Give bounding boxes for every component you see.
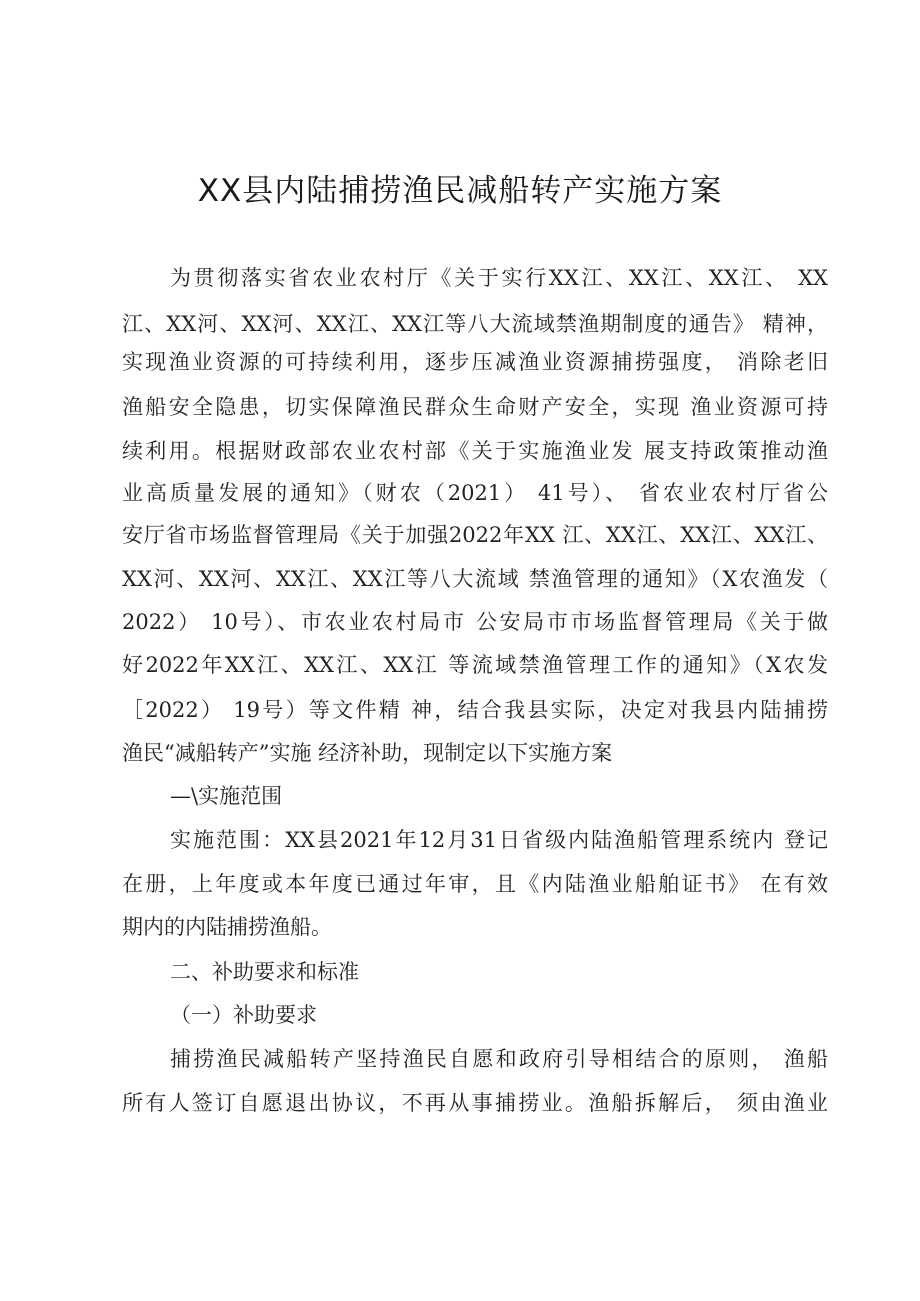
paragraph-line: 渔民“减船转产”实施 经济补助，现制定以下实施方案 bbox=[122, 741, 613, 765]
document-title: XX县内陆捕捞渔民减船转产实施方案 bbox=[197, 173, 723, 209]
section-heading: —\实施范围 bbox=[170, 784, 283, 808]
paragraph-line: 实现渔业资源的可持续利用，逐步压减渔业资源捕捞强度， 消除老旧 bbox=[122, 350, 828, 374]
paragraph-line: ［2022） 19号）等文件精 神，结合我县实际，决定对我县内陆捕捞 bbox=[122, 698, 828, 722]
paragraph-line: 为贯彻落实省农业农村厅《关于实行XX江、XX江、XX江、 XX bbox=[170, 266, 828, 290]
paragraph-line: 期内的内陆捕捞渔船。 bbox=[122, 915, 332, 939]
section-heading: 二、补助要求和标准 bbox=[170, 960, 359, 984]
paragraph-line: XX河、XX河、XX江、XX江等八大流域 禁渔管理的通知》（X农渔发（ bbox=[122, 567, 828, 591]
paragraph-line: 2022） 10号）、市农业农村局市 公安局市市场监督管理局《关于做 bbox=[122, 610, 828, 634]
paragraph-line: 安厅省市场监督管理局《关于加强2022年XX 江、XX江、XX江、XX江、 bbox=[122, 523, 828, 547]
paragraph-line: 实施范围：XX县2021年12月31日省级内陆渔船管理系统内 登记 bbox=[170, 828, 828, 852]
subsection-heading: （一）补助要求 bbox=[170, 1003, 317, 1027]
paragraph-line: 渔船安全隐患，切实保障渔民群众生命财产安全，实现 渔业资源可持 bbox=[122, 395, 828, 419]
paragraph-line: 好2022年XX江、XX江、XX江 等流域禁渔管理工作的通知》（X农发 bbox=[122, 653, 828, 677]
paragraph-line: 所有人签订自愿退出协议，不再从事捕捞业。渔船拆解后， 须由渔业 bbox=[122, 1091, 828, 1115]
paragraph-line: 续利用。根据财政部农业农村部《关于实施渔业发 展支持政策推动渔 bbox=[122, 439, 828, 463]
paragraph-line: 江、XX河、XX河、XX江、XX江等八大流域禁渔期制度的通告》 精神， bbox=[122, 312, 828, 336]
paragraph-line: 业高质量发展的通知》（财农（2021） 41号）、 省农业农村厅省公 bbox=[122, 481, 828, 505]
paragraph-line: 捕捞渔民减船转产坚持渔民自愿和政府引导相结合的原则， 渔船 bbox=[170, 1047, 828, 1071]
paragraph-line: 在册，上年度或本年度已通过年审，且《内陆渔业船舶证书》 在有效 bbox=[122, 872, 828, 896]
